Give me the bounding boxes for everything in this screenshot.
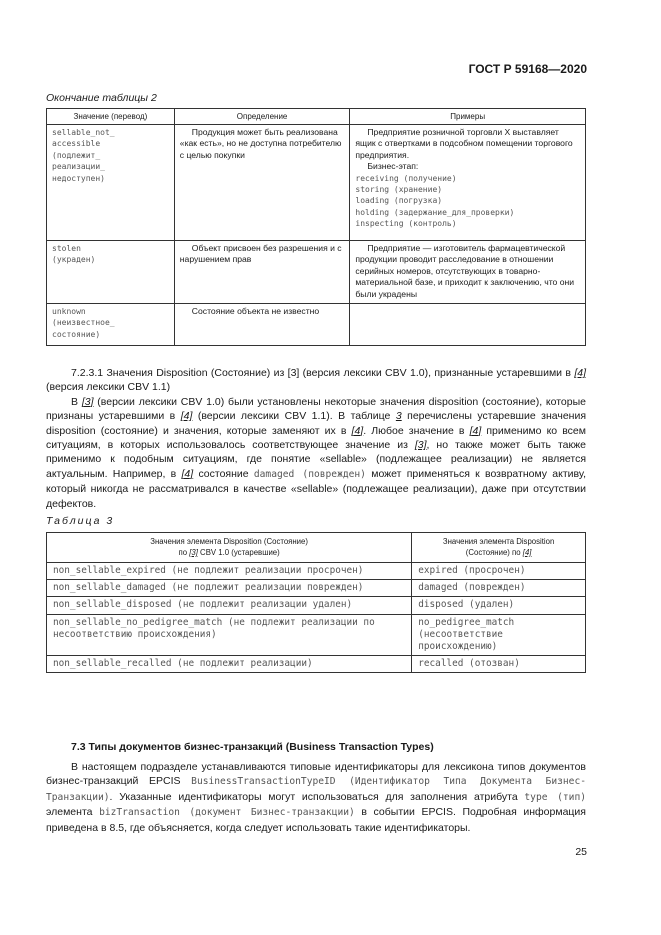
example-text: Предприятие розничной торговли X выставляет ящик с отвертками в подсобном помещении торгового предприятия. [355, 127, 573, 160]
ref-link[interactable]: 3 [395, 410, 402, 423]
code-span: BusinessTransactionTypeID (Идентификатор Типа Документа Бизнес-Транзакции) [46, 776, 586, 803]
value-line: (украден) [52, 255, 96, 265]
standard-number: ГОСТ Р 59168—2020 [468, 62, 587, 76]
text-span: состояние [193, 467, 254, 480]
table3-caption: Таблица 3 [46, 515, 115, 527]
value-line: sellable_not_ [52, 128, 115, 137]
section-7231-text [46, 366, 586, 511]
table3-new-cell: recalled (отозван) [412, 656, 586, 673]
value-line: (неизвестное_ [52, 318, 115, 328]
table2-value-cell [47, 125, 175, 241]
table-row [47, 563, 586, 580]
text-span: элемента [46, 806, 100, 819]
header-line: Значения элемента Disposition [442, 537, 555, 546]
header-line [51, 547, 407, 558]
text-span: В [71, 395, 82, 408]
table2-value-cell [47, 241, 175, 304]
ref-link[interactable]: [4] [522, 548, 532, 557]
table2-header-row [47, 109, 586, 125]
section-73-heading: 7.3 Типы документов бизнес-транзакций (Business Transaction Types) [71, 741, 434, 753]
text-span: может применяться к возвратному активу, который никогда не рассматривался в качестве «sellable» (подлежащее реализации), даже при отсутствии дефектов. [46, 467, 586, 510]
table-row [47, 614, 586, 656]
ref-link[interactable]: [4] [351, 424, 364, 437]
page-number: 25 [575, 846, 587, 858]
text-span: . Указанные идентификаторы могут использоваться для заполнения атрибута [109, 790, 525, 803]
table3-old-cell: non_sellable_damaged (не подлежит реализации поврежден) [47, 580, 412, 597]
table-row [47, 241, 586, 304]
header-line: Значения элемента Disposition (Состояние) [150, 537, 308, 546]
value-line: реализации_ [52, 162, 105, 172]
text-span: В настоящем подразделе устанавливаются типовые идентификаторы для лексикона типов документов бизнес-транзакций EPCIS [46, 761, 586, 788]
table3-new-cell: expired (просрочен) [412, 563, 586, 580]
text-span: в событии EPCIS. Подробная информация приведена в 8.5, где объясняется, когда следует использовать такие идентификаторы. [46, 806, 586, 834]
value-line: недоступен) [52, 173, 105, 183]
table2-definition-cell: Продукция может быть реализована «как есть», но не доступна потребителю с целью покупки [174, 125, 350, 241]
example-code: storing (хранение) [355, 185, 443, 195]
ref-link[interactable]: [4] [469, 424, 482, 437]
table3-header-row [47, 533, 586, 563]
table2-caption: Окончание таблицы 2 [46, 92, 157, 104]
table3-new-cell: no_pedigree_match (несоответствие происхождению) [412, 614, 586, 656]
table2-definition-cell: Объект присвоен без разрешения и с нарушением прав [174, 241, 350, 304]
table3-old-cell: non_sellable_expired (не подлежит реализации просрочен) [47, 563, 412, 580]
table-row [47, 597, 586, 614]
ref-link[interactable]: [4] [574, 367, 586, 379]
section-73-text [46, 760, 586, 835]
value-line: (подлежит_ [52, 150, 101, 160]
header-line [416, 547, 581, 558]
paragraph [46, 395, 586, 511]
table3-old-cell: non_sellable_disposed (не подлежит реализации удален) [47, 597, 412, 614]
value-line: accessible [52, 139, 101, 149]
ref-link[interactable]: [4] [181, 467, 194, 480]
table-3 [46, 532, 586, 673]
example-code: holding (задержание_для_проверки) [355, 207, 515, 217]
ref-link[interactable]: [4] [180, 410, 193, 423]
table3-new-cell: damaged (поврежден) [412, 580, 586, 597]
value-line: состояние) [52, 329, 101, 339]
table2-value-cell [47, 304, 175, 346]
paragraph [46, 760, 586, 835]
table3-new-cell: disposed (удален) [412, 597, 586, 614]
table2-definition-cell: Состояние объекта не известно [174, 304, 350, 346]
paragraph [46, 366, 586, 395]
text-span: по [178, 548, 190, 557]
text-span: CBV 1.0 (устаревшие) [197, 548, 280, 557]
table-row [47, 304, 586, 346]
example-code: receiving (получение) [355, 173, 457, 183]
code-span: bizTransaction (документ Бизнес-транзакции) [99, 807, 355, 819]
ref-link[interactable]: [3] [414, 439, 427, 452]
text-span: (версии лексики CBV 1.0) были установлены некоторые значения disposition (состояние), которые признаны устаревшими в [46, 395, 586, 423]
table-2 [46, 108, 586, 346]
text-span: , но также может быть также применимо к подобным ситуациям, где понятие «sellable» (подлежащее реализации) не является актуальным. Например, в [46, 439, 586, 480]
ref-link[interactable]: [3] [189, 548, 198, 557]
code-span: damaged (поврежден) [253, 468, 366, 480]
ref-link[interactable]: [3] [81, 395, 94, 408]
example-text: Бизнес-этап: [367, 161, 419, 172]
text-span: применимо ко всем ситуациям, в которых использовалось соответствующее значение из [46, 424, 586, 452]
code-span: type (тип) [524, 791, 586, 803]
table3-old-cell: non_sellable_no_pedigree_match (не подлежит реализации по несоответствию происхождения) [47, 614, 412, 656]
text-span: (версии лексики CBV 1.1). В таблице [192, 410, 396, 423]
table2-header-definition: Определение [174, 109, 350, 125]
text-span: перечислены устаревшие значения disposition (состояние) и значения, которые заменяют их в [46, 410, 587, 437]
example-code: loading (погрузка) [355, 196, 443, 206]
text-span: . Любое значение в [363, 424, 470, 437]
table2-examples-cell: Предприятие — изготовитель фармацевтической продукции проводит расследование в отношении серийных номеров, отсутствующих в товарно-материальной базе, и приходит к заключению, что они были украдены [350, 241, 586, 304]
table3-header-new [412, 533, 586, 563]
table3-header-old [47, 533, 412, 563]
value-line: unknown [52, 307, 86, 317]
table2-header-examples: Примеры [350, 109, 586, 125]
table2-examples-cell [350, 304, 586, 346]
table2-examples-cell [350, 125, 586, 241]
table-row [47, 125, 586, 241]
text-span: 7.2.3.1 Значения Disposition (Состояние) из [3] (версия лексики CBV 1.0), признанные устаревшими в [71, 367, 575, 379]
table-row [47, 656, 586, 673]
text-span: (версия лексики CBV 1.1) [46, 381, 171, 394]
value-line: stolen [52, 244, 81, 253]
text-span: (Состояние) по [465, 548, 523, 557]
example-code: inspecting (контроль) [355, 219, 457, 229]
table-row [47, 580, 586, 597]
table2-header-value: Значение (перевод) [47, 109, 175, 125]
table3-old-cell: non_sellable_recalled (не подлежит реализации) [47, 656, 412, 673]
